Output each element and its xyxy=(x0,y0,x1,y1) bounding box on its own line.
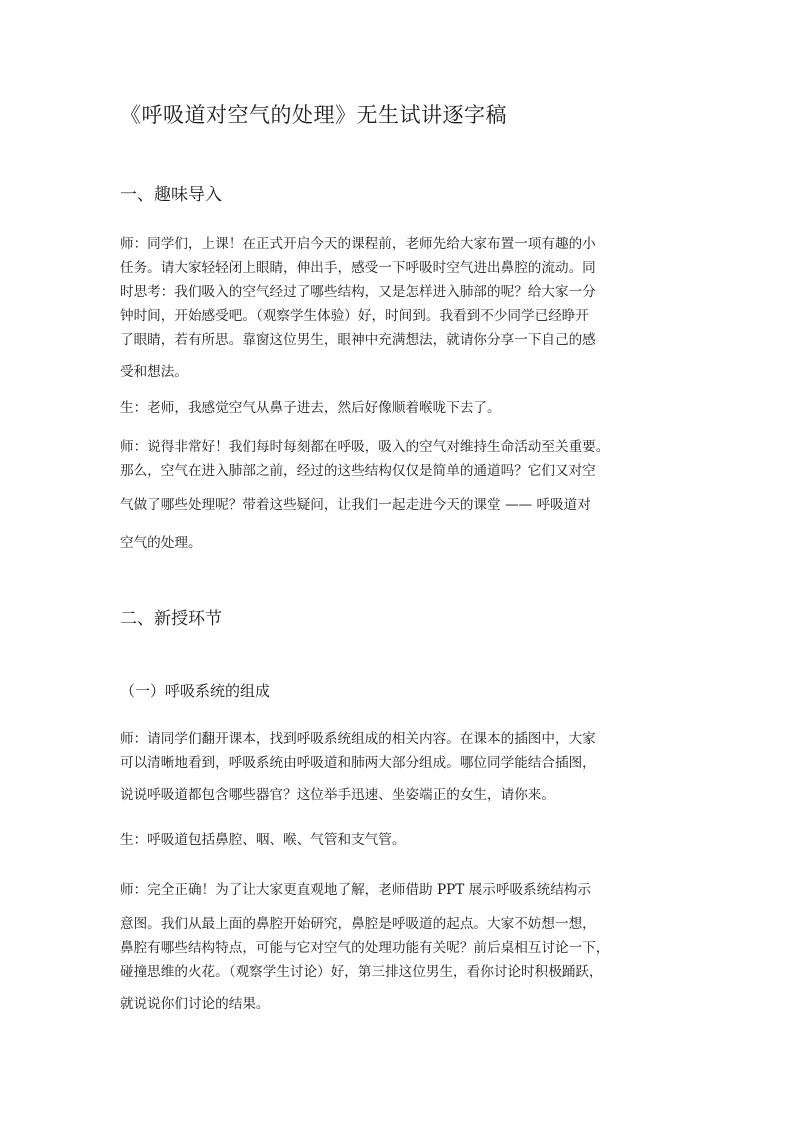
paragraph-line: 师：同学们，上课！在正式开启今天的课程前，老师先给大家布置一项有趣的小 xyxy=(120,236,596,252)
paragraph-line: 生：呼吸道包括鼻腔、咽、喉、气管和支气管。 xyxy=(120,832,406,848)
paragraph-intro-student xyxy=(120,396,680,420)
paragraph-line: 了眼睛，若有所思。靠窗这位男生，眼神中充满想法，就请你分享一下自己的感 xyxy=(120,332,596,348)
paragraph-line: 任务。请大家轻轻闭上眼睛，伸出手，感受一下呼吸时空气进出鼻腔的流动。同 xyxy=(120,260,596,276)
paragraph-line: 鼻腔有哪些结构特点，可能与它对空气的处理功能有关呢？前后桌相互讨论一下， xyxy=(120,940,610,956)
paragraph-line: 就说说你们讨论的结果。 xyxy=(120,996,270,1012)
section-heading-new-lesson: 二、新授环节 xyxy=(120,609,222,629)
paragraph-line: 时思考：我们吸入的空气经过了哪些结构，又是怎样进入肺部的呢？给大家一分 xyxy=(120,284,596,300)
paragraph-line: 说说呼吸道都包含哪些器官？这位举手迅速、坐姿端正的女生，请你来。 xyxy=(120,787,555,803)
paragraph-line: 师：完全正确！为了让大家更直观地了解，老师借助 PPT 展示呼吸系统结构示 xyxy=(120,882,591,898)
subsection-heading-respiratory-system: （一）呼吸系统的组成 xyxy=(120,682,271,700)
paragraph-composition-teacher-2 xyxy=(120,878,680,1016)
paragraph-composition-student xyxy=(120,828,680,852)
paragraph-line: 钟时间，开始感受吧。（观察学生体验）好，时间到。我看到不少同学已经睁开 xyxy=(120,308,589,324)
paragraph-line: 师：说得非常好！我们每时每刻都在呼吸，吸入的空气对维持生命活动至关重要。 xyxy=(120,439,610,455)
paragraph-line: 师：请同学们翻开课本，找到呼吸系统组成的相关内容。在课本的插图中，大家 xyxy=(120,731,596,747)
paragraph-line: 气做了哪些处理呢？带着这些疑问，让我们一起走进今天的课堂 —— 呼吸道对 xyxy=(120,497,591,513)
paragraph-line: 受和想法。 xyxy=(120,364,188,380)
paragraph-line: 生：老师，我感觉空气从鼻子进去，然后好像顺着喉咙下去了。 xyxy=(120,400,501,416)
section-heading-intro: 一、趣味导入 xyxy=(120,185,222,205)
paragraph-intro-teacher-1 xyxy=(120,232,680,384)
paragraph-line: 空气的处理。 xyxy=(120,535,202,551)
paragraph-line: 可以清晰地看到，呼吸系统由呼吸道和肺两大部分组成。哪位同学能结合插图， xyxy=(120,755,596,771)
paragraph-line: 那么，空气在进入肺部之前，经过的这些结构仅仅是简单的通道吗？它们又对空 xyxy=(120,463,596,479)
document-title: 《呼吸道对空气的处理》无生试讲逐字稿 xyxy=(120,103,507,127)
paragraph-line: 意图。我们从最上面的鼻腔开始研究，鼻腔是呼吸道的起点。大家不妨想一想， xyxy=(120,916,596,932)
paragraph-line: 碰撞思维的火花。（观察学生讨论）好，第三排这位男生，看你讨论时积极踊跃， xyxy=(120,964,603,980)
paragraph-composition-teacher xyxy=(120,727,680,807)
paragraph-intro-teacher-2 xyxy=(120,435,680,555)
